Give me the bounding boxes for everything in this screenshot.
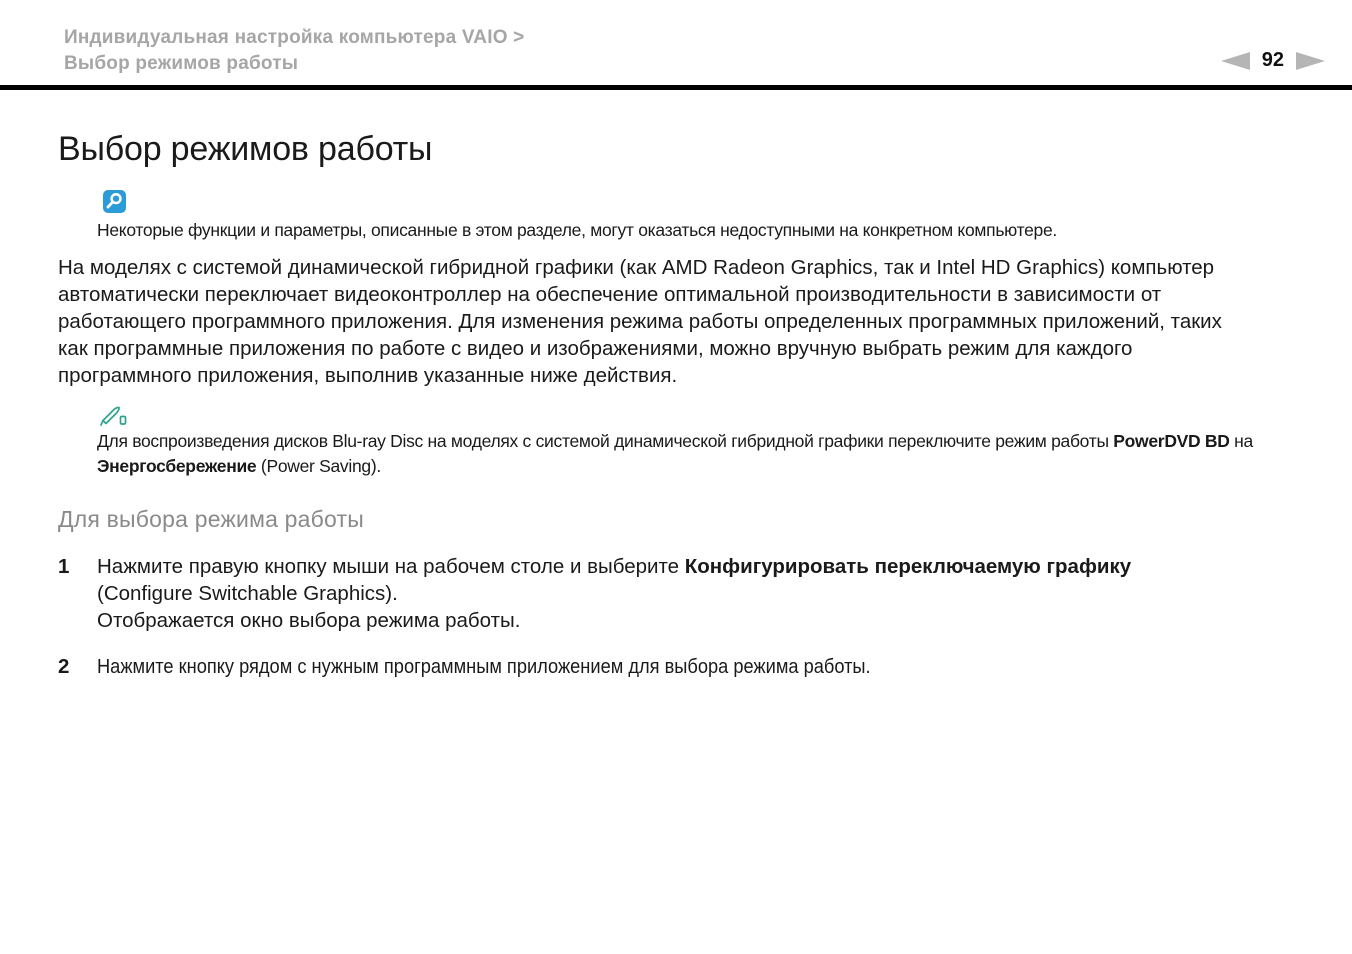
step-2 — [58, 653, 1312, 680]
tip-note-text: Некоторые функции и параметры, описанные в этом разделе, могут оказаться недоступными на конкретном компьютере. — [97, 220, 1057, 240]
next-page-arrow-icon[interactable] — [1296, 52, 1325, 70]
steps-list — [58, 553, 1312, 680]
step-1-line-1: Нажмите правую кнопку мыши на рабочем столе и выберите Конфигурировать переключаемую графику — [97, 555, 1132, 578]
step-2-number: 2 — [58, 655, 70, 678]
breadcrumb — [0, 0, 1352, 77]
breadcrumb-line-2: Выбор режимов работы — [64, 53, 299, 74]
step-1 — [58, 553, 1312, 634]
page-navigation — [1221, 49, 1325, 72]
breadcrumb-line-1: Индивидуальная настройка компьютера VAIO > — [64, 27, 525, 48]
page-header — [0, 0, 1352, 85]
intro-paragraph: На моделях с системой динамической гибридной графики (как AMD Radeon Graphics, так и Intel HD Graphics) компьютер автоматически переключает видеоконтроллер на обеспечение оптимальной производительности в зависимости от работающего программного приложения. Для изменения режима работы определенных программных приложений, таких как программные приложения по работе с видео и изображениями, можно вручную выбрать режим для каждого программного приложения, выполнив указанные ниже действия. — [58, 256, 1222, 387]
section-subheading: Для выбора режима работы — [58, 506, 364, 532]
page-title: Выбор режимов работы — [58, 130, 433, 168]
previous-page-arrow-icon[interactable] — [1221, 52, 1250, 70]
step-2-text: Нажмите кнопку рядом с нужным программным приложением для выбора режима работы. — [97, 655, 871, 678]
tip-note-block — [97, 190, 1312, 243]
pen-icon — [100, 405, 1312, 426]
step-1-text — [97, 553, 1131, 634]
magnifier-icon — [103, 190, 126, 213]
step-1-line-2: (Configure Switchable Graphics). — [97, 582, 398, 605]
pen-note-block — [97, 405, 1312, 479]
pen-note-text: Для воспроизведения дисков Blu-ray Disc на моделях с системой динамической гибридной графики переключите режим работы PowerDVD BD на Энергосбережение (Power Saving). — [97, 431, 1253, 476]
step-1-number: 1 — [58, 555, 70, 578]
step-1-line-3: Отображается окно выбора режима работы. — [97, 609, 521, 632]
page-number: 92 — [1261, 49, 1284, 71]
header-divider — [0, 85, 1352, 90]
page-content — [0, 130, 1352, 680]
